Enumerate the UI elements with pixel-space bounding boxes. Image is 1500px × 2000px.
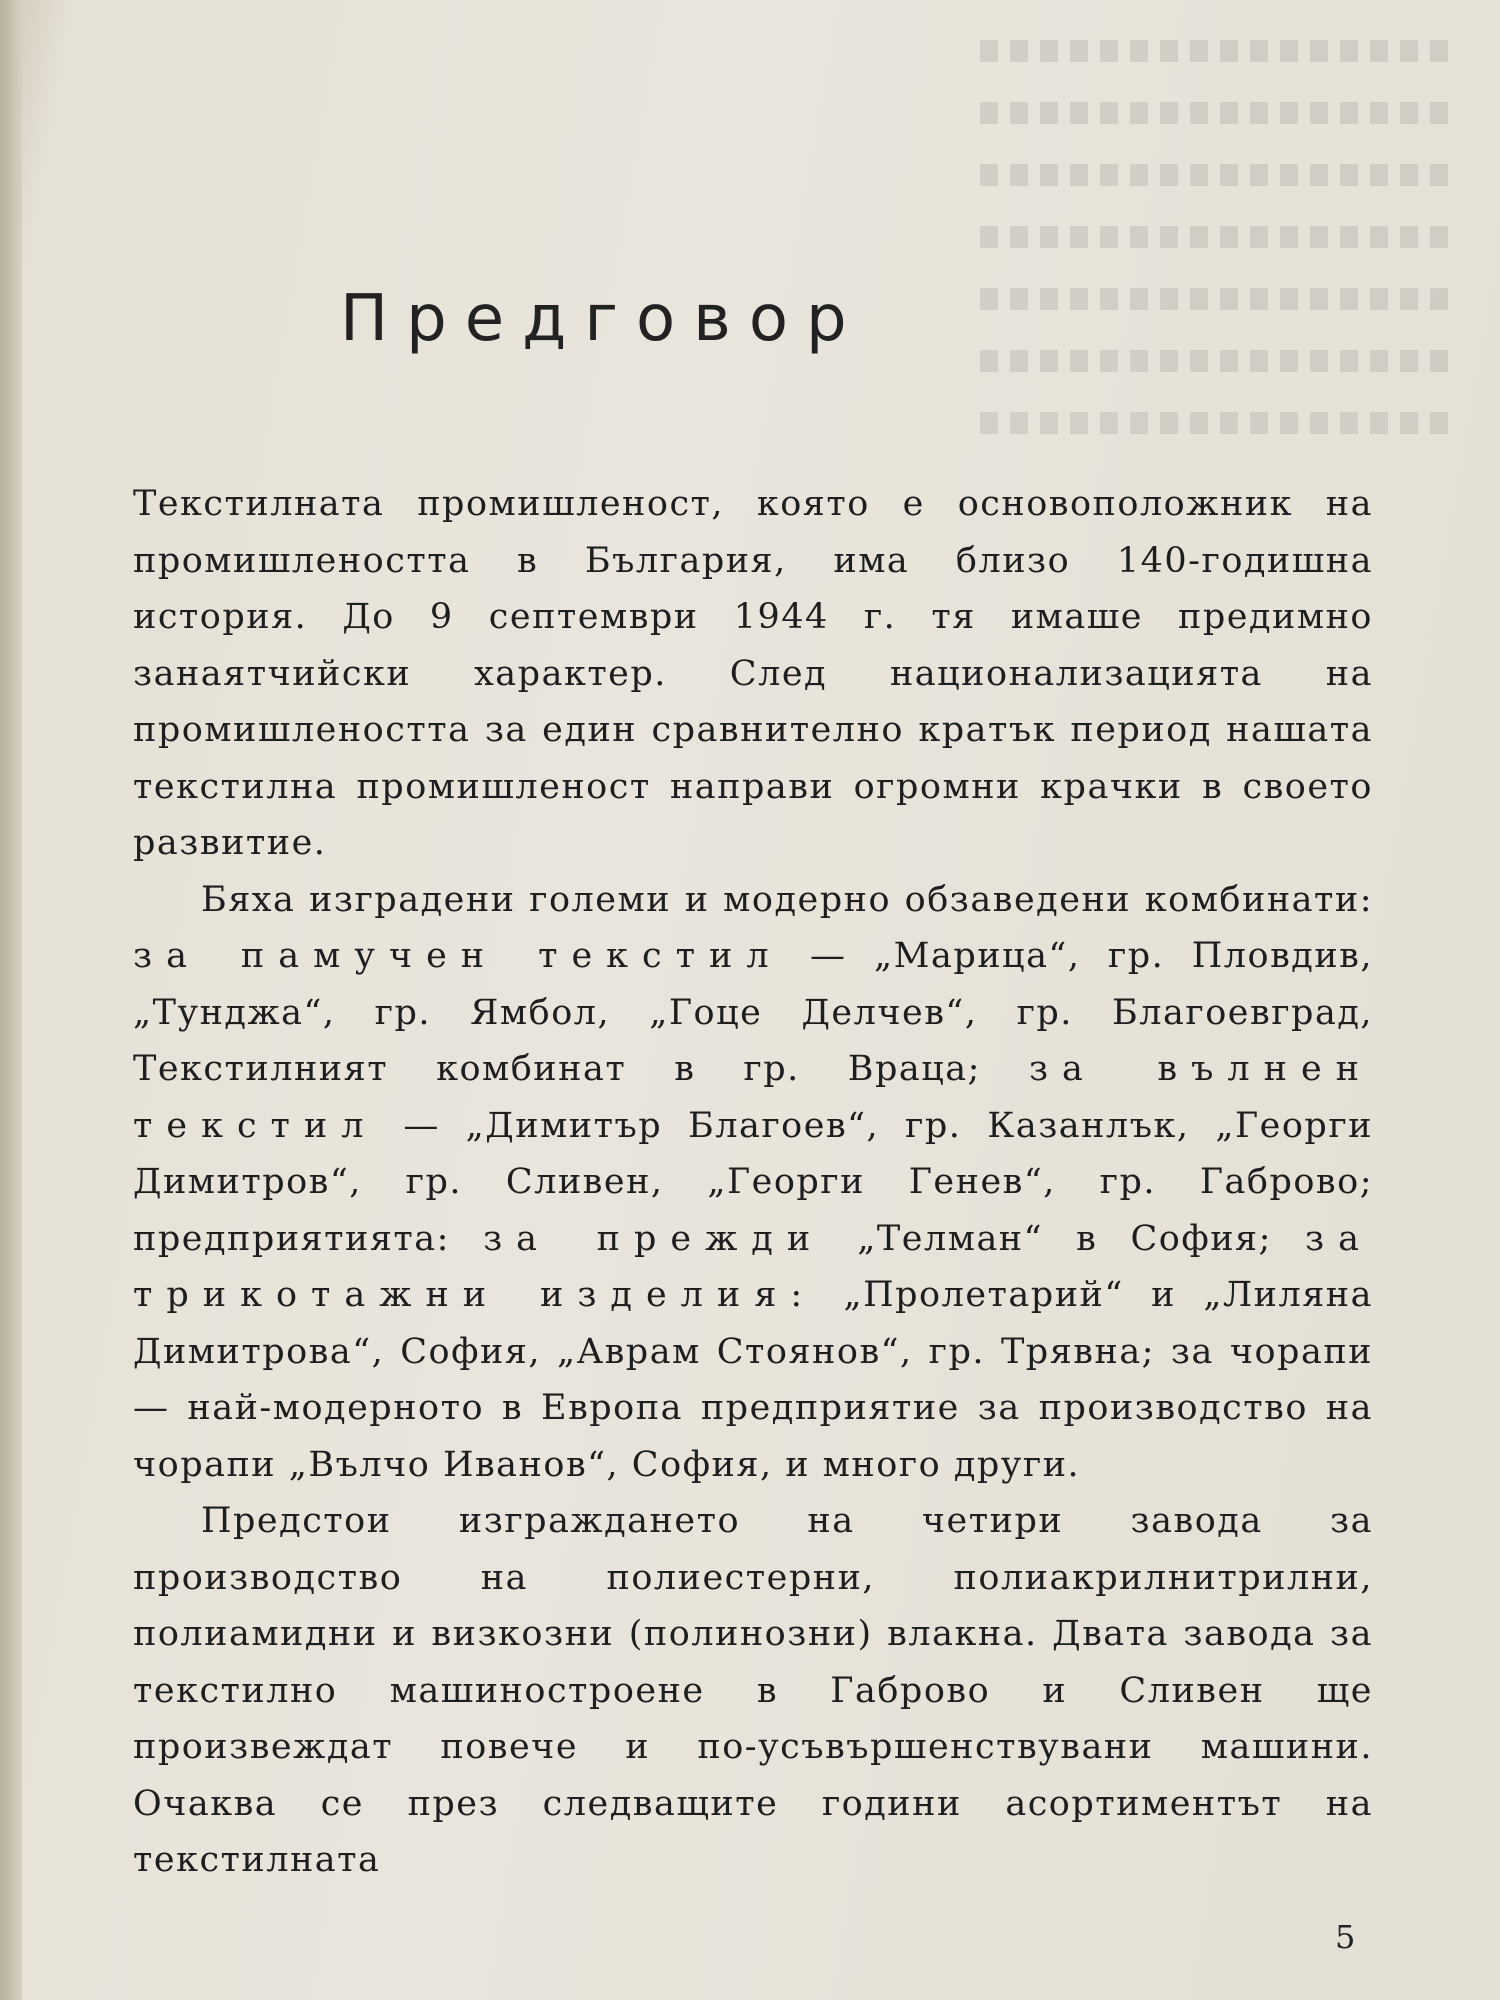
page-number: 5: [1335, 1918, 1356, 1956]
paragraph-2-segment: „Телман“ в София;: [824, 1218, 1306, 1259]
spaced-term-wool: за вълнен текстил: [133, 1049, 1374, 1146]
spaced-term-cotton: за памучен текстил: [133, 936, 783, 976]
paragraph-2-segment: „Пролетарий“ и „Лиляна Димитрова“, София, „Аврам Стоянов“, гр. Трявна; за чорапи — най-модерното в Европа предприятие за производство на чорапи „Вълчо Иванов“, София, и много други.: [133, 1275, 1373, 1485]
paragraph-1: Текстилната промишленост, която е основоположник на промишлеността в България, има близо 140-годишна история. До 9 септември 1944 г. тя имаше предимно занаятчийски характер. След национализацията на промишлеността за един сравнително кратък период нашата текстилна промишленост направи огромни крачки в своето развитие.: [133, 484, 1373, 863]
paragraph-3: Предстои изграждането на четири завода за производство на полиестерни, полиакрилнитрилни, полиамидни и визкозни (полинозни) влакна. Двата завода за текстилно машиностроене в Габрово и Сливен ще произвеждат повече и по-усъвършенствувани машини. Очаква се през следващите години асортиментът на текстилната: [133, 1501, 1373, 1880]
book-binding-edge: [0, 0, 22, 2000]
bleed-through-text: [980, 0, 1460, 420]
body-text: [133, 476, 1373, 1889]
paragraph-2-segment: Бяха изградени големи и модерно обзаведени комбинати:: [201, 879, 1373, 920]
paragraph-2-segment: — „Марица“, гр. Пловдив, „Тунджа“, гр. Ямбол, „Гоце Делчев“, гр. Благоевград, Текстилният комбинат в гр. Враца;: [133, 936, 1373, 1089]
spaced-term-yarn: за прежди: [483, 1218, 825, 1259]
paragraph-2: [133, 872, 1373, 1494]
spaced-term-knitwear: за трикотажни изделия:: [133, 1218, 1374, 1315]
chapter-title: Предговор: [340, 282, 865, 356]
paragraph-2-segment: — „Димитър Благоев“, гр. Казанлък, „Георги Димитров“, гр. Сливен, „Георги Генев“, гр. Габрово; предприятията:: [133, 1105, 1373, 1259]
